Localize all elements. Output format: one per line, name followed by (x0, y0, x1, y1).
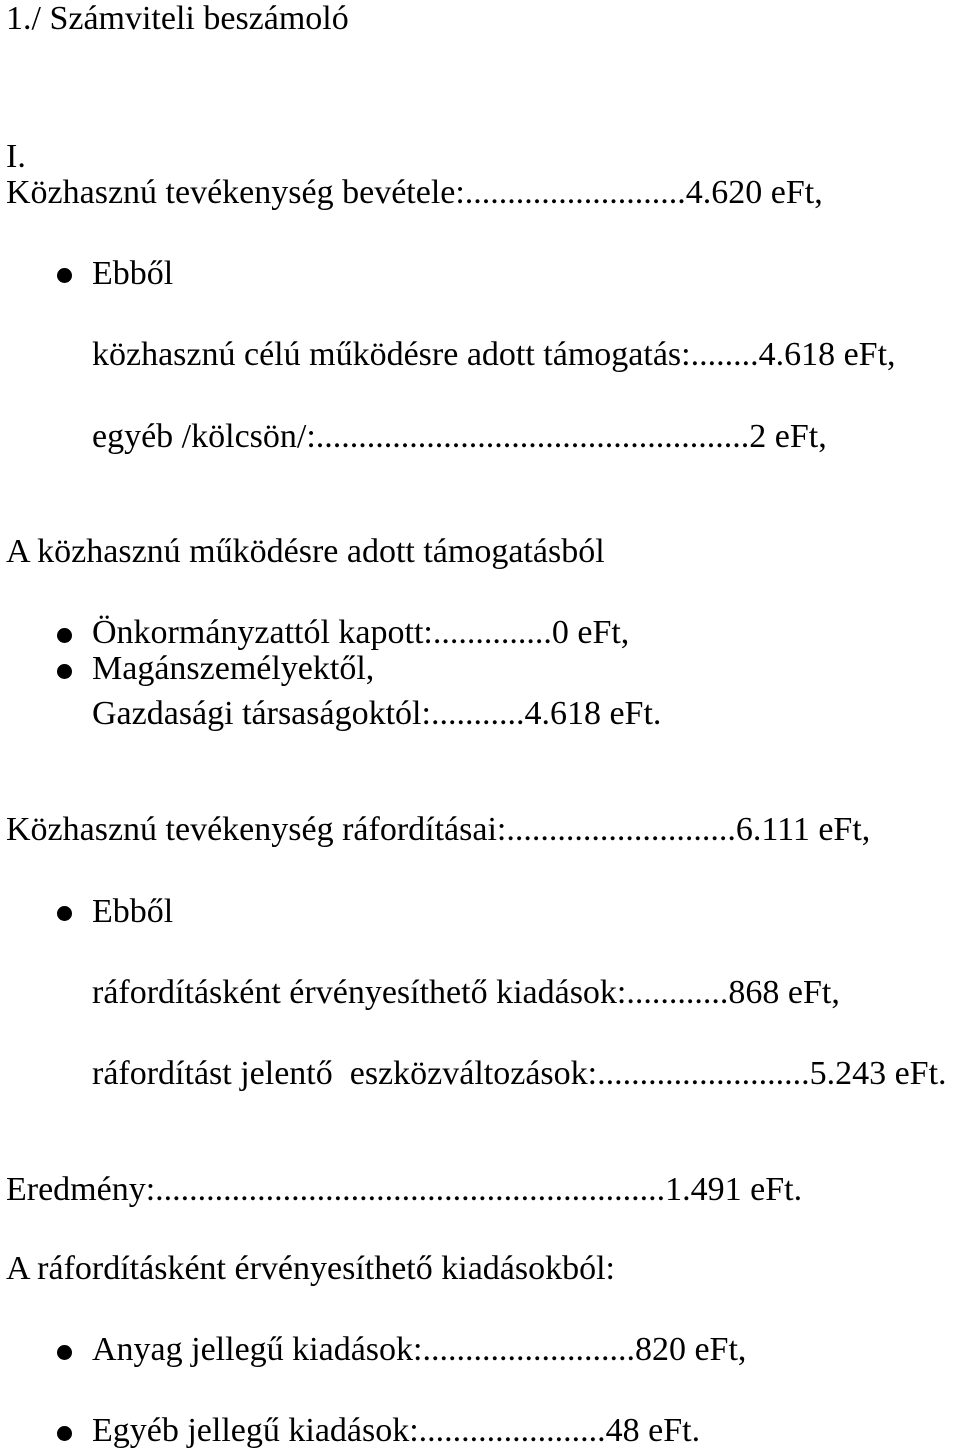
bullet-icon (57, 664, 72, 679)
breakdown-heading: A ráfordításként érvényesíthető kiadásokból: (6, 1250, 615, 1287)
section-label: I. (6, 138, 26, 175)
support-item-companies: Gazdasági társaságoktól:...........4.618 eFt. (92, 695, 662, 732)
support-item-municipality: Önkormányzattól kapott:..............0 eFt, (92, 614, 630, 651)
income-ebbol: Ebből (92, 255, 174, 292)
income-item-other-loan: egyéb /kölcsön/:...................................................2 eFt, (92, 420, 827, 454)
bullet-icon (57, 1426, 72, 1441)
expenses-item-deductible: ráfordításként érvényesíthető kiadások:............868 eFt, (92, 976, 840, 1010)
expenses-heading: Közhasznú tevékenység ráfordításai:...........................6.111 eFt, (6, 813, 871, 847)
bullet-icon (57, 906, 72, 921)
bullet-icon (57, 268, 72, 283)
support-heading: A közhasznú működésre adott támogatásból (6, 533, 605, 570)
expenses-ebbol: Ebből (92, 893, 174, 930)
income-item-community-support: közhasznú célú működésre adott támogatás:........4.618 eFt, (92, 338, 896, 372)
income-heading: Közhasznú tevékenység bevétele:..........................4.620 eFt, (6, 176, 823, 210)
bullet-icon (57, 628, 72, 643)
support-item-individuals: Magánszemélyektől, (92, 650, 375, 687)
breakdown-item-material: Anyag jellegű kiadások:.........................820 eFt, (92, 1333, 747, 1367)
document-title: 1./ Számviteli beszámoló (6, 0, 349, 37)
result-line: Eredmény:............................................................1.491 eFt. (6, 1173, 803, 1207)
expenses-item-asset-changes: ráfordítást jelentő eszközváltozások:.........................5.243 eFt. (92, 1057, 947, 1091)
breakdown-item-other: Egyéb jellegű kiadások:......................48 eFt. (92, 1414, 701, 1448)
bullet-icon (57, 1345, 72, 1360)
